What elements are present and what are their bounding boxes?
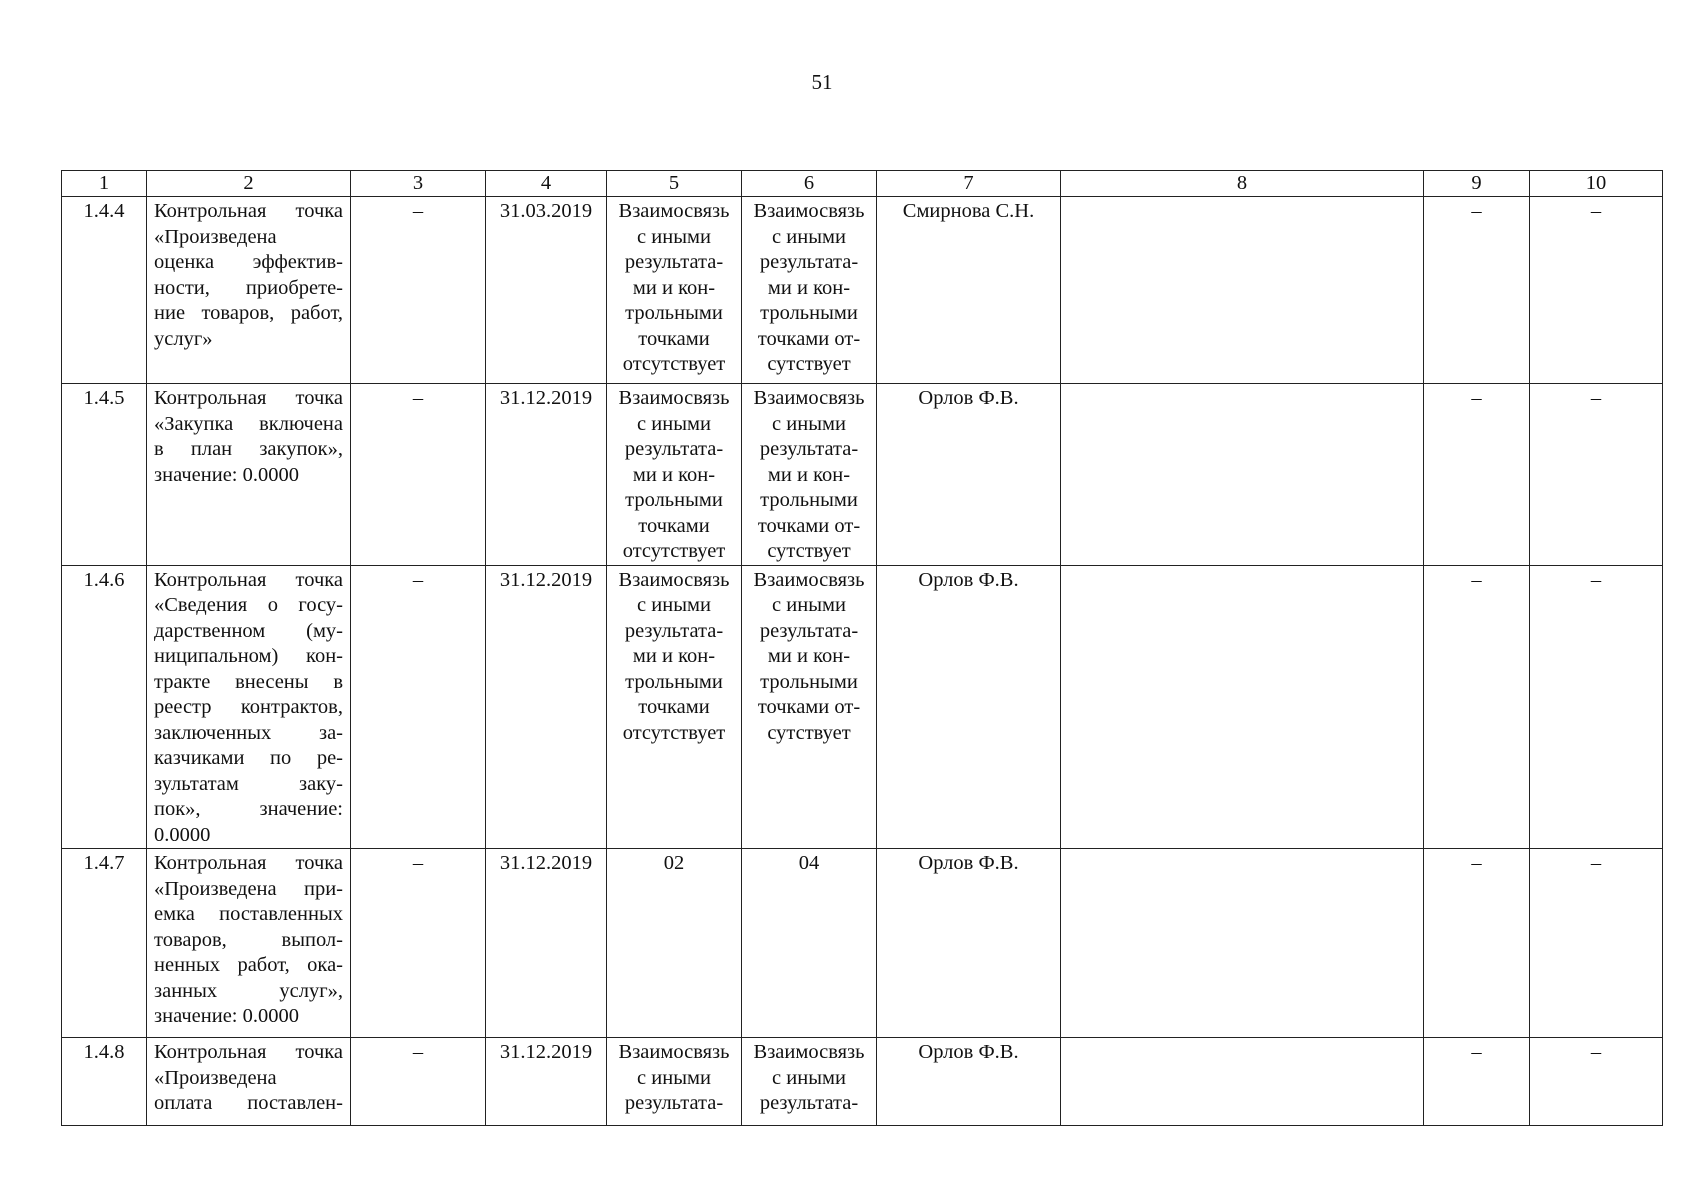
relation-column-5-line: ми и кон- [632, 276, 716, 299]
relation-column-5-line: отсутствует [622, 721, 726, 744]
relation-column-6-line: трольными [760, 489, 858, 511]
relation-column-6-line: 04 [798, 852, 820, 874]
control-point-description-line: услуг» [154, 327, 213, 350]
relation-column-5-line: 02 [663, 852, 685, 874]
deadline-date: 31.12.2019 [486, 384, 607, 566]
relation-column-5-line: точками [638, 327, 710, 350]
control-point-description-line: Контрольная точка [154, 1041, 343, 1063]
column-number: 6 [742, 171, 877, 197]
column-number-row [62, 171, 1663, 197]
relation-column-6-line: сутствует [767, 721, 851, 744]
relation-column-6-line: трольными [760, 302, 858, 324]
control-point-description-line: оценка эффектив- [154, 251, 343, 273]
column-8-value [1061, 565, 1424, 849]
relation-column-6-line: сутствует [767, 353, 851, 375]
column-number: 8 [1061, 171, 1424, 197]
item-number: 1.4.7 [62, 849, 147, 1038]
control-point-description-line: «Произведена [154, 225, 277, 248]
control-point-description-line: дарственном (му- [154, 619, 343, 642]
relation-column-5 [607, 384, 742, 566]
relation-column-5-line: отсутствует [622, 353, 726, 375]
relation-column-6-line: с иными [772, 594, 846, 616]
column-10-value: – [1530, 384, 1663, 566]
column-number: 7 [877, 171, 1061, 197]
deadline-date: 31.12.2019 [486, 849, 607, 1038]
relation-column-6-line: результата- [759, 619, 859, 642]
responsible-person: Орлов Ф.В. [877, 1038, 1061, 1126]
deadline-date: 31.03.2019 [486, 197, 607, 384]
relation-column-6-line: точками от- [757, 696, 861, 718]
control-point-description [147, 1038, 351, 1126]
table-row [62, 1038, 1663, 1126]
relation-column-5-line: трольными [625, 670, 723, 693]
control-point-description-line: значение: 0.0000 [154, 463, 299, 486]
relation-column-5-line: с иными [637, 225, 711, 248]
relation-column-6-line: Взаимосвязь [753, 200, 865, 222]
relation-column-5 [607, 849, 742, 1038]
relation-column-5-line: Взаимосвязь [618, 1041, 730, 1063]
relation-column-5-line: трольными [625, 489, 723, 511]
relation-column-5-line: с иными [637, 594, 711, 616]
column-10-value: – [1530, 849, 1663, 1038]
relation-column-6 [742, 1038, 877, 1126]
column-3-value: – [351, 849, 486, 1038]
relation-column-5-line: ми и кон- [632, 645, 716, 667]
relation-column-6-line: с иными [772, 1066, 846, 1089]
control-point-description-line: ние товаров, работ, [154, 302, 343, 324]
column-10-value: – [1530, 197, 1663, 384]
control-point-description [147, 384, 351, 566]
relation-column-5-line: отсутствует [622, 540, 726, 562]
column-8-value [1061, 197, 1424, 384]
table-row [62, 565, 1663, 849]
relation-column-6-line: ми и кон- [767, 276, 851, 299]
column-number: 2 [147, 171, 351, 197]
column-8-value [1061, 849, 1424, 1038]
relation-column-6-line: Взаимосвязь [753, 387, 865, 409]
relation-column-5-line: результата- [624, 619, 724, 642]
control-point-description-line: занных услуг», [154, 979, 343, 1002]
relation-column-6-line: с иными [772, 412, 846, 435]
relation-column-5-line: результата- [624, 251, 724, 273]
item-number: 1.4.5 [62, 384, 147, 566]
item-number: 1.4.8 [62, 1038, 147, 1126]
control-point-description-line: «Произведена [154, 1066, 277, 1089]
control-point-description-line: «Закупка включена [154, 412, 343, 435]
column-number: 4 [486, 171, 607, 197]
relation-column-5-line: Взаимосвязь [618, 200, 730, 222]
relation-column-6-line: точками от- [757, 327, 861, 350]
column-3-value: – [351, 565, 486, 849]
control-point-description-line: 0.0000 [154, 823, 211, 846]
column-10-value: – [1530, 1038, 1663, 1126]
control-point-description-line: зультатам заку- [154, 772, 343, 795]
control-point-description-line: «Сведения о госу- [154, 594, 343, 616]
control-point-description [147, 197, 351, 384]
control-point-description [147, 849, 351, 1038]
column-number: 3 [351, 171, 486, 197]
page-number: 51 [811, 70, 833, 94]
table-row [62, 849, 1663, 1038]
control-point-description-line: «Произведена при- [154, 877, 343, 900]
item-number: 1.4.6 [62, 565, 147, 849]
relation-column-5-line: результата- [624, 438, 724, 460]
column-9-value: – [1424, 384, 1530, 566]
deadline-date: 31.12.2019 [486, 565, 607, 849]
column-number: 1 [62, 171, 147, 197]
column-3-value: – [351, 1038, 486, 1126]
control-points-table [61, 170, 1663, 1126]
relation-column-6-line: точками от- [757, 514, 861, 537]
control-point-description-line: ненных работ, ока- [154, 954, 343, 976]
control-point-description-line: товаров, выпол- [154, 928, 343, 951]
column-9-value: – [1424, 565, 1530, 849]
relation-column-5-line: результата- [624, 1092, 724, 1114]
column-number: 5 [607, 171, 742, 197]
responsible-person: Орлов Ф.В. [877, 565, 1061, 849]
relation-column-5-line: точками [638, 514, 710, 537]
relation-column-6-line: Взаимосвязь [753, 1041, 865, 1063]
control-point-description [147, 565, 351, 849]
control-point-description-line: значение: 0.0000 [154, 1005, 299, 1027]
control-point-description-line: ниципальном) кон- [154, 645, 343, 667]
relation-column-6 [742, 384, 877, 566]
relation-column-5-line: Взаимосвязь [618, 387, 730, 409]
table-row [62, 384, 1663, 566]
relation-column-6-line: Взаимосвязь [753, 568, 865, 591]
control-point-description-line: в план закупок», [154, 438, 343, 460]
column-10-value: – [1530, 565, 1663, 849]
control-point-description-line: оплата поставлен- [154, 1092, 343, 1114]
relation-column-5 [607, 1038, 742, 1126]
relation-column-6-line: ми и кон- [767, 463, 851, 486]
control-point-description-line: Контрольная точка [154, 200, 343, 222]
responsible-person: Смирнова С.Н. [877, 197, 1061, 384]
relation-column-6 [742, 197, 877, 384]
control-point-description-line: Контрольная точка [154, 852, 343, 874]
column-9-value: – [1424, 1038, 1530, 1126]
column-9-value: – [1424, 197, 1530, 384]
relation-column-6-line: результата- [759, 1092, 859, 1114]
relation-column-6 [742, 565, 877, 849]
relation-column-5-line: точками [638, 696, 710, 718]
relation-column-6-line: с иными [772, 225, 846, 248]
table-row [62, 197, 1663, 384]
deadline-date: 31.12.2019 [486, 1038, 607, 1126]
relation-column-6 [742, 849, 877, 1038]
control-point-description-line: пок», значение: [154, 798, 343, 820]
relation-column-5-line: с иными [637, 1066, 711, 1089]
relation-column-5 [607, 565, 742, 849]
relation-column-5 [607, 197, 742, 384]
relation-column-5-line: Взаимосвязь [618, 568, 730, 591]
column-number: 9 [1424, 171, 1530, 197]
relation-column-5-line: ми и кон- [632, 463, 716, 486]
relation-column-6-line: результата- [759, 438, 859, 460]
control-point-description-line: заключенных за- [154, 721, 343, 744]
control-point-description-line: Контрольная точка [154, 387, 343, 409]
relation-column-5-line: с иными [637, 412, 711, 435]
control-point-description-line: казчиками по ре- [154, 747, 343, 769]
relation-column-6-line: сутствует [767, 540, 851, 562]
item-number: 1.4.4 [62, 197, 147, 384]
column-8-value [1061, 384, 1424, 566]
relation-column-6-line: результата- [759, 251, 859, 273]
control-point-description-line: реестр контрактов, [154, 696, 343, 718]
control-point-description-line: Контрольная точка [154, 568, 343, 591]
column-3-value: – [351, 384, 486, 566]
control-point-description-line: емка поставленных [154, 903, 343, 925]
column-9-value: – [1424, 849, 1530, 1038]
control-point-description-line: тракте внесены в [154, 670, 343, 693]
relation-column-6-line: ми и кон- [767, 645, 851, 667]
column-number: 10 [1530, 171, 1663, 197]
column-8-value [1061, 1038, 1424, 1126]
responsible-person: Орлов Ф.В. [877, 849, 1061, 1038]
responsible-person: Орлов Ф.В. [877, 384, 1061, 566]
relation-column-5-line: трольными [625, 302, 723, 324]
control-point-description-line: ности, приобрете- [154, 276, 343, 299]
column-3-value: – [351, 197, 486, 384]
relation-column-6-line: трольными [760, 670, 858, 693]
